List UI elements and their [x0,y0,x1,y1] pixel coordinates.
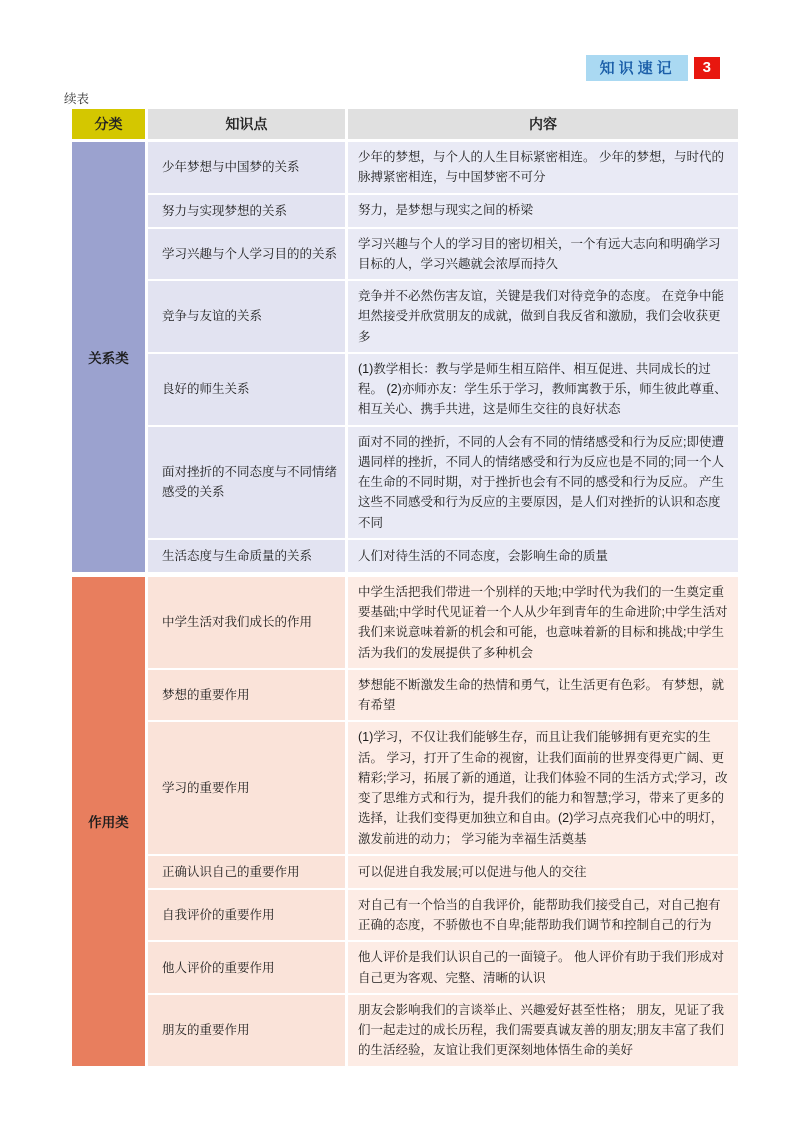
knowledge-point-cell: 他人评价的重要作用 [148,942,345,993]
table-row [148,142,738,193]
table-row [148,427,738,538]
content-cell: (1)学习，不仅让我们能够生存，而且让我们能够拥有更充实的生活。 学习，打开了生命的视窗，让我们面前的世界变得更广阔、更精彩;学习，拓展了新的通道，让我们体验不同的生活方式;学习，改变了思维方式和行为，提升我们的能力和智慧;学习，带来了更多的选择，让我们变得更加独立和自由。(2)学习点亮我们心中的明灯，激发前进的动力； 学习能为幸福生活奠基 [348,722,738,854]
table-row [148,995,738,1066]
table-row [148,722,738,854]
table-section [72,577,738,1066]
table-header [72,109,738,139]
content-cell: 学习兴趣与个人的学习目的密切相关，一个有远大志向和明确学习目标的人，学习兴趣就会浓厚而持久 [348,229,738,280]
content-cell: (1)教学相长：教与学是师生相互陪伴、相互促进、共同成长的过程。 (2)亦师亦友：学生乐于学习，教师寓教于乐，师生彼此尊重、相互关心、携手共进，这是师生交往的良好状态 [348,354,738,425]
section-title-badge: 知识速记 [586,55,688,81]
knowledge-table [72,109,738,1071]
knowledge-point-cell: 学习的重要作用 [148,722,345,854]
content-cell: 朋友会影响我们的言谈举止、兴趣爱好甚至性格； 朋友，见证了我们一起走过的成长历程，我们需要真诚友善的朋友;朋友丰富了我们的生活经验，友谊让我们更深刻地体悟生命的美好 [348,995,738,1066]
section-rows [148,142,738,572]
table-row [148,281,738,352]
table-row [148,942,738,993]
content-cell: 人们对待生活的不同态度，会影响生命的质量 [348,540,738,572]
continued-table-label: 续表 [64,92,90,106]
knowledge-point-cell: 朋友的重要作用 [148,995,345,1066]
table-row [148,540,738,572]
table-row [148,229,738,280]
header-content: 内容 [348,109,738,139]
content-cell: 中学生活把我们带进一个别样的天地;中学时代为我们的一生奠定重要基础;中学时代见证着一个人从少年到青年的生命进阶;中学生活对我们来说意味着新的机会和可能，也意味着新的目标和挑战;中学生活为我们的发展提供了多种机会 [348,577,738,668]
knowledge-point-cell: 生活态度与生命质量的关系 [148,540,345,572]
content-cell: 梦想能不断激发生命的热情和勇气，让生活更有色彩。 有梦想，就有希望 [348,670,738,721]
table-section [72,142,738,572]
content-cell: 少年的梦想，与个人的人生目标紧密相连。 少年的梦想，与时代的脉搏紧密相连，与中国梦密不可分 [348,142,738,193]
category-cell: 关系类 [72,142,145,572]
table-row [148,195,738,227]
knowledge-point-cell: 竞争与友谊的关系 [148,281,345,352]
table-row [148,577,738,668]
knowledge-point-cell: 努力与实现梦想的关系 [148,195,345,227]
content-cell: 可以促进自我发展;可以促进与他人的交往 [348,856,738,888]
table-row [148,856,738,888]
table-row [148,890,738,941]
header-knowledge-point: 知识点 [148,109,345,139]
content-cell: 面对不同的挫折，不同的人会有不同的情绪感受和行为反应;即使遭遇同样的挫折，不同人的情绪感受和行为反应也是不同的;同一个人在生命的不同时期，对于挫折也会有不同的感受和行为反应。 产生这些不同感受和行为反应的主要原因，是人们对挫折的认识和态度不同 [348,427,738,538]
knowledge-point-cell: 梦想的重要作用 [148,670,345,721]
table-row [148,354,738,425]
content-cell: 他人评价是我们认识自己的一面镜子。 他人评价有助于我们形成对自己更为客观、完整、清晰的认识 [348,942,738,993]
content-cell: 竞争并不必然伤害友谊，关键是我们对待竞争的态度。 在竞争中能坦然接受并欣赏朋友的成就，做到自我反省和激励，我们会收获更多 [348,281,738,352]
page-number-badge: 3 [694,57,720,79]
knowledge-point-cell: 学习兴趣与个人学习目的的关系 [148,229,345,280]
knowledge-point-cell: 良好的师生关系 [148,354,345,425]
knowledge-point-cell: 中学生活对我们成长的作用 [148,577,345,668]
knowledge-point-cell: 少年梦想与中国梦的关系 [148,142,345,193]
header-category: 分类 [72,109,145,139]
content-cell: 对自己有一个恰当的自我评价，能帮助我们接受自己，对自己抱有正确的态度，不骄傲也不自卑;能帮助我们调节和控制自己的行为 [348,890,738,941]
content-cell: 努力，是梦想与现实之间的桥梁 [348,195,738,227]
knowledge-point-cell: 自我评价的重要作用 [148,890,345,941]
knowledge-point-cell: 面对挫折的不同态度与不同情绪感受的关系 [148,427,345,538]
table-body [72,142,738,1071]
knowledge-point-cell: 正确认识自己的重要作用 [148,856,345,888]
category-cell: 作用类 [72,577,145,1066]
table-row [148,670,738,721]
page-header-badges [586,55,720,81]
section-rows [148,577,738,1066]
